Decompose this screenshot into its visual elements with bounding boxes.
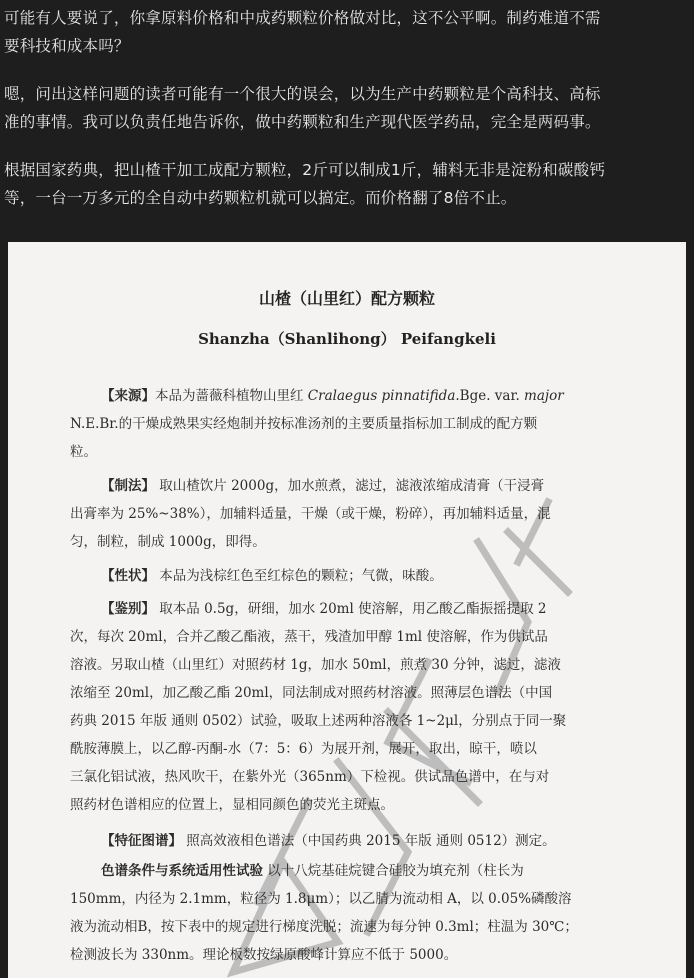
intro-paragraph-2-line-1: 嗯，问出这样问题的读者可能有一个很大的误会，以为生产中药颗粒是个高科技、高标	[4, 85, 601, 103]
chromatography-line-1	[101, 859, 524, 879]
chromatography-line-4: 检测波长为 330nm。理论板数按绿原酸峰计算应不低于 5000。	[70, 947, 458, 963]
fingerprint-text: 照高效液相色谱法（中国药典 2015 年版 通则 0512）测定。	[186, 833, 556, 849]
chromatography-label: 色谱条件与系统适用性试验	[101, 863, 263, 879]
intro-paragraph-1-line-2: 要科技和成本吗？	[4, 37, 130, 55]
intro-paragraph-2-line-2: 准的事情。我可以负责任地告诉你，做中药颗粒和生产现代医学药品，完全是两码事。	[4, 113, 601, 131]
identification-label: 【鉴别】	[101, 601, 155, 617]
properties-line	[101, 564, 443, 584]
chromatography-line-3: 液为流动相B，按下表中的规定进行梯度洗脱；流速为每分钟 0.3ml；柱温为 30℃；	[70, 919, 578, 935]
method-text-1: 取山楂饮片 2000g，加水煎煮，滤过，滤液浓缩成清膏（干浸膏	[159, 478, 545, 494]
source-label: 【来源】	[101, 388, 155, 404]
document-title-english: Shanzha（Shanlihong） Peifangkeli	[198, 330, 496, 348]
source-variety: major	[524, 388, 564, 404]
document-title-chinese: 山楂（山里红）配方颗粒	[258, 289, 435, 308]
identification-line-4: 浓缩至 20ml，加乙酸乙酯 20ml，同法制成对照药材溶液。照薄层色谱法（中国	[70, 685, 553, 701]
chromatography-text-1: 以十八烷基硅烷键合硅胶为填充剂（柱长为	[267, 863, 524, 879]
properties-text: 本品为浅棕红色至红棕色的颗粒；气微，味酸。	[159, 568, 443, 584]
method-label: 【制法】	[101, 478, 155, 494]
properties-label: 【性状】	[101, 568, 155, 584]
method-line-2: 出膏率为 25%~38%），加辅料适量，干燥（或干燥，粉碎），再加辅料适量，混	[70, 506, 551, 522]
source-text-b: .Bge. var.	[455, 388, 525, 404]
chromatography-line-2: 150mm，内径为 2.1mm，粒径为 1.8μm）；以乙腈为流动相 A，以 0.05%磷酸溶	[70, 891, 572, 907]
source-line-1	[101, 384, 564, 404]
identification-line-5: 药典 2015 年版 通则 0502）试验，吸取上述两种溶液各 1~2μl，分别点于同一聚	[70, 713, 567, 729]
method-line-3: 匀，制粒，制成 1000g，即得。	[70, 534, 266, 550]
source-line-2: N.E.Br.的干燥成熟果实经炮制并按标准汤剂的主要质量指标加工制成的配方颗	[70, 416, 538, 432]
article-intro	[0, 0, 694, 242]
intro-paragraph-3-line-2: 等，一台一万多元的全自动中药颗粒机就可以搞定。而价格翻了8倍不止。	[4, 189, 517, 207]
pharmacopoeia-document-image	[8, 242, 686, 978]
source-line-3: 粒。	[70, 444, 97, 460]
identification-line-2: 次，每次 20ml，合并乙酸乙酯液，蒸干，残渣加甲醇 1ml 使溶解，作为供试品	[70, 629, 548, 645]
fingerprint-label: 【特征图谱】	[101, 833, 182, 849]
intro-paragraph-3-line-1: 根据国家药典，把山楂干加工成配方颗粒，2斤可以制成1斤，辅料无非是淀粉和碳酸钙	[4, 161, 606, 179]
source-text-a: 本品为蔷薇科植物山里红	[155, 388, 308, 404]
fingerprint-line	[101, 829, 556, 849]
identification-text-1: 取本品 0.5g，研细，加水 20ml 使溶解，用乙酸乙酯振摇提取 2	[159, 601, 547, 617]
identification-line-3: 溶液。另取山楂（山里红）对照药材 1g，加水 50ml，煎煮 30 分钟，滤过，滤液	[70, 657, 561, 673]
method-line-1	[101, 474, 544, 494]
identification-line-6: 酰胺薄膜上，以乙醇-丙酮-水（7：5：6）为展开剂，展开，取出，晾干，喷以	[70, 741, 537, 757]
identification-line-1	[101, 597, 546, 617]
identification-line-7: 三氯化铝试液，热风吹干，在紫外光（365nm）下检视。供试品色谱中，在与对	[70, 769, 550, 785]
intro-paragraph-1-line-1: 可能有人要说了，你拿原料价格和中成药颗粒价格做对比，这不公平啊。制药难道不需	[4, 9, 601, 27]
source-latin-name: Cralaegus pinnatifida	[307, 388, 456, 404]
identification-line-8: 照药材色谱相应的位置上，显相同颜色的荧光主斑点。	[70, 797, 394, 813]
